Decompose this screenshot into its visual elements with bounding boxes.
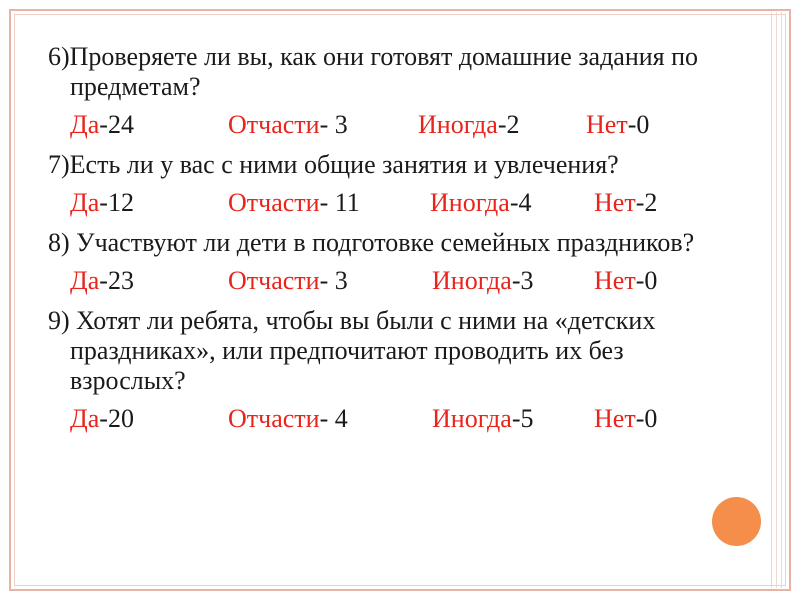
answer-value: -2 <box>497 110 520 139</box>
answer-sometimes <box>432 266 534 296</box>
question-text: 6)Проверяете ли вы, как они готовят домашние задания по предметам? <box>48 42 699 101</box>
answer-value: -23 <box>99 266 134 295</box>
answer-value: -5 <box>511 404 534 433</box>
answer-label: Да <box>70 266 100 295</box>
decorative-circle <box>712 497 761 546</box>
answer-label: Да <box>70 110 100 139</box>
answer-label: Отчасти <box>228 188 320 217</box>
answer-label: Отчасти <box>228 404 320 433</box>
answer-yes <box>70 188 134 218</box>
question-7 <box>48 150 738 218</box>
decorative-line <box>781 12 782 588</box>
decorative-line <box>776 12 777 588</box>
answer-no <box>594 266 657 296</box>
answer-value: -0 <box>635 404 658 433</box>
answer-row <box>48 188 738 218</box>
answer-value: - 4 <box>319 404 348 433</box>
answer-label: Отчасти <box>228 110 320 139</box>
answer-label: Да <box>70 404 100 433</box>
answer-partly <box>228 404 348 434</box>
answer-label: Нет <box>594 266 636 295</box>
answer-sometimes <box>432 404 534 434</box>
answer-partly <box>228 266 348 296</box>
answer-label: Нет <box>594 188 636 217</box>
answer-value: -12 <box>99 188 134 217</box>
answer-value: - 3 <box>319 110 348 139</box>
question-text: 8) Участвуют ли дети в подготовке семейных праздников? <box>48 228 695 257</box>
answer-label: Отчасти <box>228 266 320 295</box>
answer-value: -2 <box>635 188 658 217</box>
answer-label: Да <box>70 188 100 217</box>
answer-label: Иногда <box>418 110 498 139</box>
answer-row <box>48 110 738 140</box>
answer-label: Нет <box>586 110 628 139</box>
answer-yes <box>70 110 134 140</box>
answer-label: Иногда <box>432 266 512 295</box>
answer-sometimes <box>418 110 520 140</box>
answer-value: - 11 <box>319 188 360 217</box>
answer-value: -0 <box>627 110 650 139</box>
slide-content <box>48 42 738 444</box>
answer-value: -0 <box>635 266 658 295</box>
answer-partly <box>228 110 348 140</box>
answer-label: Иногда <box>430 188 510 217</box>
answer-label: Иногда <box>432 404 512 433</box>
answer-sometimes <box>430 188 532 218</box>
answer-no <box>594 404 657 434</box>
answer-yes <box>70 266 134 296</box>
answer-no <box>586 110 649 140</box>
answer-value: -24 <box>99 110 134 139</box>
question-8 <box>48 228 738 296</box>
answer-partly <box>228 188 360 218</box>
question-text: 9) Хотят ли ребята, чтобы вы были с ними на «детских праздниках», или предпочитают проводить их без взрослых? <box>48 306 656 395</box>
question-6 <box>48 42 738 140</box>
answer-yes <box>70 404 134 434</box>
answer-no <box>594 188 657 218</box>
answer-row <box>48 266 738 296</box>
question-9 <box>48 306 738 434</box>
answer-value: -20 <box>99 404 134 433</box>
decorative-line <box>771 12 772 588</box>
answer-label: Нет <box>594 404 636 433</box>
answer-value: -3 <box>511 266 534 295</box>
answer-value: - 3 <box>319 266 348 295</box>
question-text: 7)Есть ли у вас с ними общие занятия и увлечения? <box>48 150 619 179</box>
answer-row <box>48 404 738 434</box>
answer-value: -4 <box>509 188 532 217</box>
